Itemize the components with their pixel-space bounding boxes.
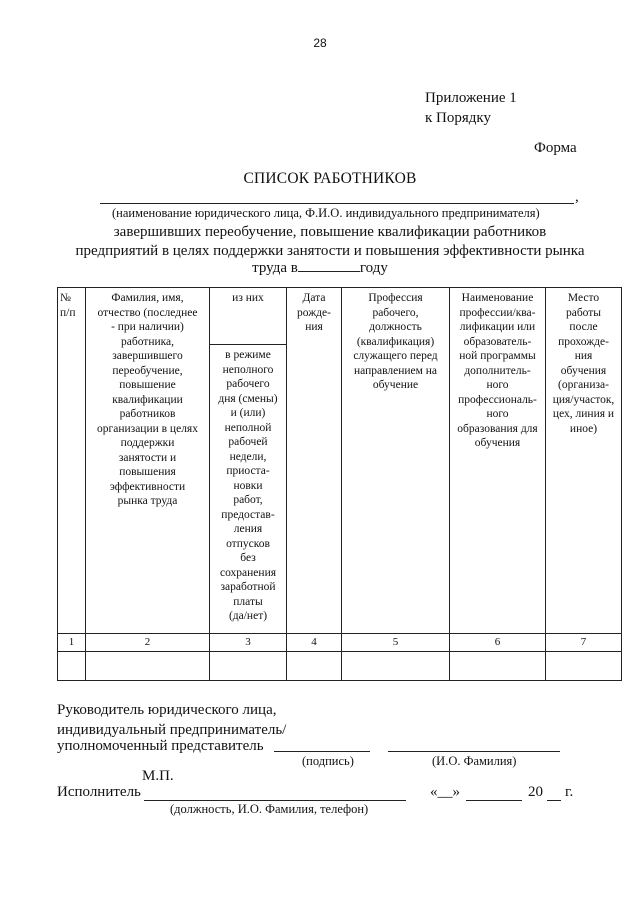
date-year-line[interactable] [547,800,561,801]
table-cell[interactable] [86,652,210,681]
header-part-time-mode [210,345,287,634]
year-blank [298,257,360,272]
executor-label: Исполнитель [57,784,141,800]
header-number [58,288,86,634]
appendix-line-2: к Порядку [425,110,491,126]
header-number-text: № п/п [60,292,76,319]
header-workplace-after [546,288,622,634]
table-cell[interactable] [210,652,287,681]
header-of-them [210,288,287,345]
signatory-name-caption: (И.О. Фамилия) [432,754,517,768]
subtitle-line-3 [0,257,640,278]
table-cell[interactable] [287,652,342,681]
date-day: «__» [430,784,460,800]
entity-name-line [100,203,574,204]
header-workplace-after-text: Место работы после прохожде- ния обучения (организа- ция/участок, цех, линия и иное) [552,292,615,435]
signatory-name-field-line[interactable] [388,751,560,752]
header-of-them-text: из них [232,292,264,304]
executor-caption: (должность, И.О. Фамилия, телефон) [170,802,369,816]
header-profession-before [342,288,450,634]
document-title: СПИСОК РАБОТНИКОВ [243,170,417,187]
entity-name-caption: (наименование юридического лица, Ф.И.О. индивидуального предпринимателя) [112,206,540,220]
header-program-name [450,288,546,634]
column-number: 6 [450,634,546,652]
header-birth-date-text: Дата рожде- ния [297,292,331,333]
date-month-line[interactable] [466,800,522,801]
appendix-note [425,88,517,128]
column-number: 5 [342,634,450,652]
header-profession-before-text: Профессия рабочего, должность (квалификация) служащего перед направлением на обучение [353,292,438,391]
page-number: 28 [313,36,327,50]
signature-field-line[interactable] [274,751,370,752]
column-number: 3 [210,634,287,652]
table-row [58,652,622,681]
subtitle-line-3-prefix: труда в [252,260,298,276]
signatory-line-1: Руководитель юридического лица, [57,702,277,718]
header-program-name-text: Наименование профессии/ква- лификации или образователь- ной программы дополнитель- ного профессиональ- ного образования для обучения [457,292,538,449]
column-number: 4 [287,634,342,652]
table-cell[interactable] [58,652,86,681]
header-part-time-mode-text: в режиме неполного рабочего дня (смены) и (или) неполной рабочей недели, приоста- новки работ, предостав- ления отпусков без сохранения заработной платы (да/нет) [218,349,278,622]
date-year-prefix: 20 [528,784,543,800]
column-number: 7 [546,634,622,652]
table-cell[interactable] [450,652,546,681]
appendix-line-1: Приложение 1 [425,90,517,106]
header-birth-date [287,288,342,634]
form-label: Форма [534,140,577,156]
subtitle-line-2: предприятий в целях поддержки занятости и повышения эффективности рынка [75,243,585,259]
table-cell[interactable] [546,652,622,681]
signatory-line-2: индивидуальный предприниматель/ [57,722,287,738]
signature-caption: (подпись) [302,754,354,768]
table-cell[interactable] [342,652,450,681]
column-number: 1 [58,634,86,652]
workers-table [57,287,622,681]
subtitle-line-3-suffix: году [359,260,388,276]
entity-name-comma: , [575,189,579,205]
column-numbers-row [58,634,622,652]
stamp-place: М.П. [142,768,174,784]
header-full-name [86,288,210,634]
subtitle-line-1: завершивших переобучение, повышение квалификации работников [113,224,547,240]
column-number: 2 [86,634,210,652]
signatory-line-3: уполномоченный представитель [57,738,264,754]
date-year-suffix: г. [565,784,574,800]
header-full-name-text: Фамилия, имя, отчество (последнее - при наличии) работника, завершившего переобучение, повышение квалификации работников организации в целях поддержки занятости и повышения эффективности рынка труда [97,292,198,507]
executor-field-line[interactable] [144,800,406,801]
